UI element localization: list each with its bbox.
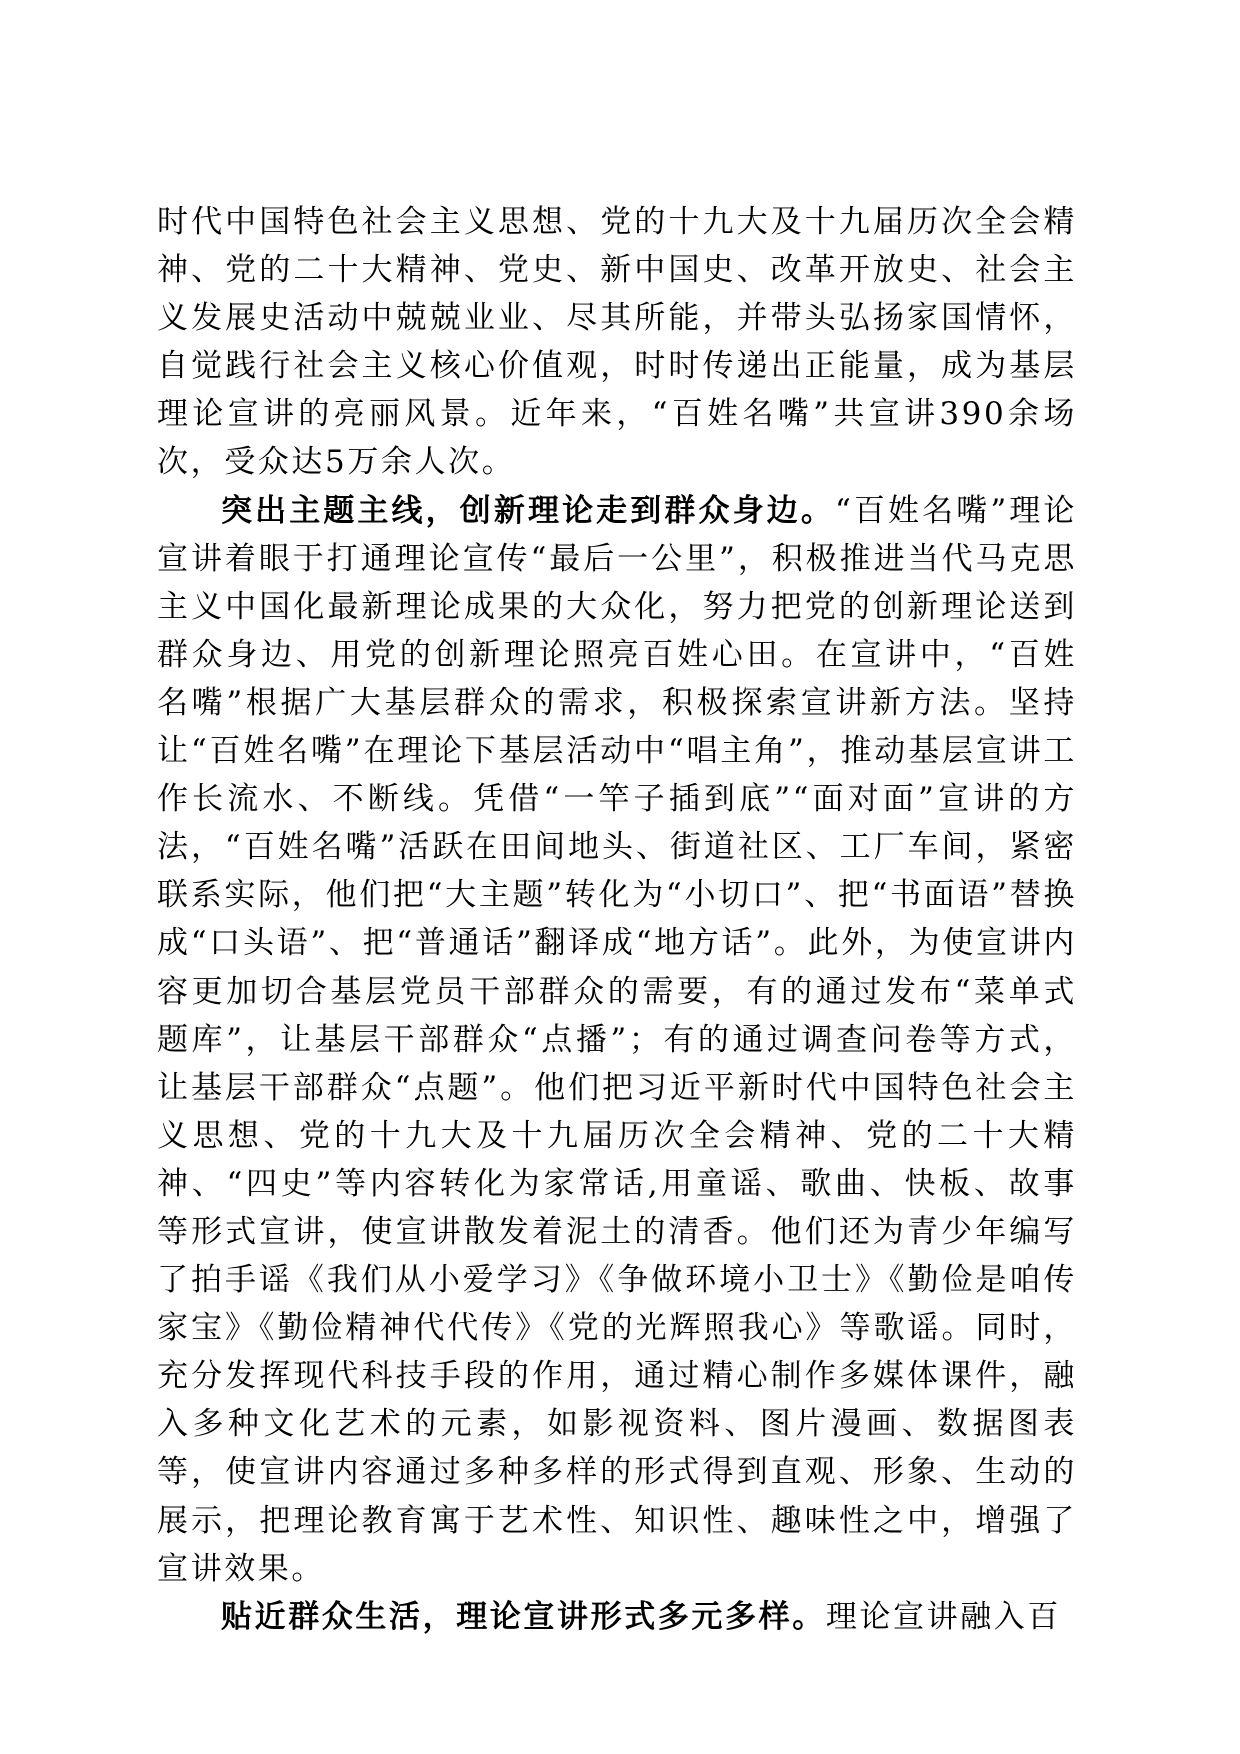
paragraph-intro-text: 时代中国特色社会主义思想、党的十九大及十九届历次全会精神、党的二十大精神、党史、新中国史、改革开放史、社会主义发展史活动中兢兢业业、尽其所能，并带头弘扬家国情怀，自觉践行社会主义核心价值观，时时传递出正能量，成为基层理论宣讲的亮丽风景。近年来，“百姓名嘴”共宣讲390余场次，受众达5万余人次。	[157, 204, 1077, 481]
paragraph-theme-text: “百姓名嘴”理论宣讲着眼于打通理论宣传“最后一公里”，积极推进当代马克思主义中国化最新理论成果的大众化，努力把党的创新理论送到群众身边、用党的创新理论照亮百姓心田。在宣讲中，“百姓名嘴”根据广大基层群众的需求，积极探索宣讲新方法。坚持让“百姓名嘴”在理论下基层活动中“唱主角”，推动基层宣讲工作长流水、不断线。凭借“一竿子插到底”“面对面”宣讲的方法，“百姓名嘴”活跃在田间地头、街道社区、工厂车间，紧密联系实际，他们把“大主题”转化为“小切口”、把“书面语”替换成“口头语”、把“普通话”翻译成“地方话”。此外，为使宣讲内容更加切合基层党员干部群众的需要，有的通过发布“菜单式题库”，让基层干部群众“点播”；有的通过调查问卷等方式，让基层干部群众“点题”。他们把习近平新时代中国特色社会主义思想、党的十九大及十九届历次全会精神、党的二十大精神、“四史”等内容转化为家常话,用童谣、歌曲、快板、故事等形式宣讲，使宣讲散发着泥土的清香。他们还为青少年编写了拍手谣《我们从小爱学习》《争做环境小卫士》《勤俭是咱传家宝》《勤俭精神代代传》《党的光辉照我心》等歌谣。同时，充分发挥现代科技手段的作用，通过精心制作多媒体课件，融入多种文化艺术的元素，如影视资料、图片漫画、数据图表等，使宣讲内容通过多种多样的形式得到直观、形象、生动的展示，把理论教育寓于艺术性、知识性、趣味性之中，增强了宣讲效果。	[157, 492, 1077, 1587]
paragraph-life-text: 理论宣讲融入百	[825, 1598, 1062, 1635]
paragraph-theme-lead: 突出主题主线，创新理论走到群众身边。	[221, 492, 835, 529]
paragraph-theme	[157, 487, 1077, 1593]
paragraph-life-lead: 贴近群众生活，理论宣讲形式多元多样。	[221, 1598, 826, 1635]
paragraph-life	[157, 1593, 1077, 1641]
paragraph-intro	[157, 198, 1077, 487]
document-body	[157, 198, 1077, 1641]
